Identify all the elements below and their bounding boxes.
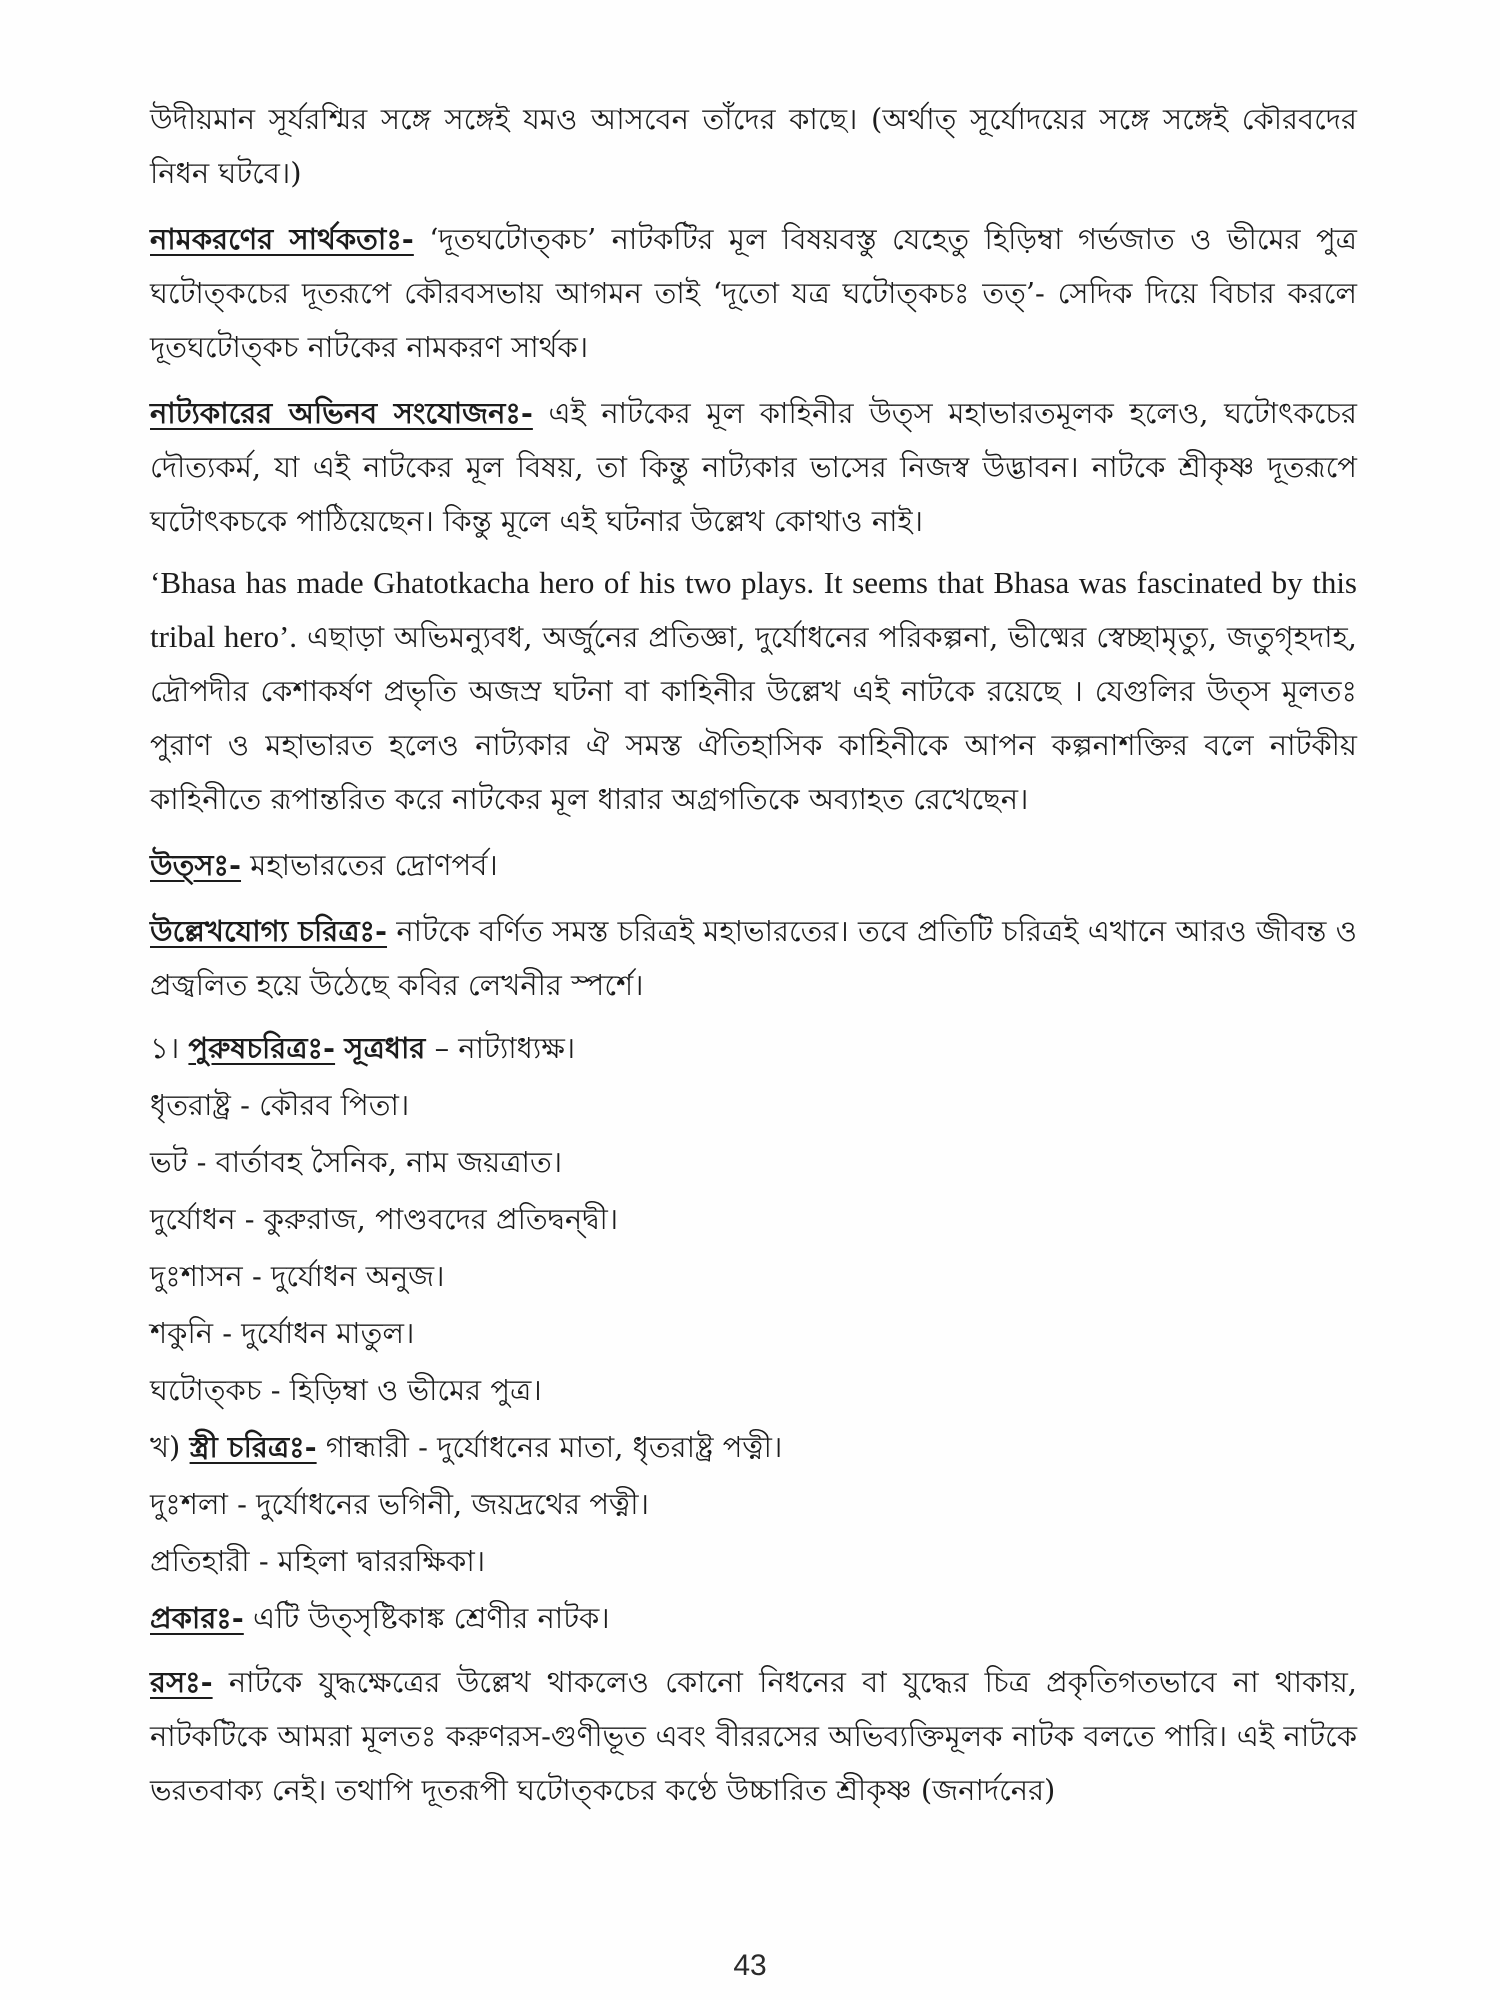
- intro-paragraph: উদীয়মান সূর্যরশ্মির সঙ্গে সঙ্গেই যমও আসবেন তাঁদের কাছে। (অর্থাত্ সূর্যোদয়ের সঙ্গে সঙ্গেই কৌরবদের নিধন ঘটবে।): [150, 102, 1357, 190]
- list-item: দুর্যোধন - কুরুরাজ, পাণ্ডবদের প্রতিদ্বন্দ্বী।: [150, 1202, 619, 1236]
- naming-section: [150, 212, 1357, 374]
- list-item: ঘটোত্‌কচ - হিড়িম্বা ও ভীমের পুত্র।: [150, 1373, 542, 1407]
- characters-text: নাটকে বর্ণিত সমস্ত চরিত্রই মহাভারতের। তবে প্রতিটি চরিত্রই এখানে আরও জীবন্ত ও প্রজ্বলিত হয়ে উঠেছে কবির লেখনীর স্পর্শে।: [150, 914, 1357, 1002]
- list-item: শকুনি - দুর্যোধন মাতুল।: [150, 1316, 415, 1350]
- female-lead: গান্ধারী - দুর্যোধনের মাতা, ধৃতরাষ্ট্র পত্নী।: [325, 1430, 783, 1464]
- type-text: এটি উত্‌সৃষ্টিকাঙ্ক শ্রেণীর নাটক।: [253, 1601, 610, 1635]
- addition-heading: নাট্যকারের অভিনব সংযোজনঃ-: [150, 396, 533, 430]
- male-lead-name: সূত্রধার: [344, 1031, 426, 1065]
- rasa-heading: রসঃ-: [150, 1665, 213, 1699]
- addition-quote-paragraph: [150, 556, 1357, 826]
- english-quote: ‘Bhasa has made Ghatotkacha hero of his two plays. It seems that Bhasa was fascinated by this tribal hero’.: [150, 565, 1357, 654]
- characters-section: [150, 904, 1357, 1012]
- source-section: [150, 838, 1357, 892]
- page-number: 43: [733, 1949, 767, 1982]
- source-heading: উত্‌সঃ-: [150, 848, 242, 882]
- female-characters-list: [150, 1419, 1357, 1590]
- female-list-number: খ): [150, 1430, 181, 1464]
- list-item: দুঃশাসন - দুর্যোধন অনুজ।: [150, 1259, 445, 1293]
- male-list-number: ১।: [150, 1031, 180, 1065]
- male-characters-heading: পুরুষচরিত্রঃ-: [188, 1031, 336, 1065]
- naming-heading: নামকরণের সার্থকতাঃ-: [150, 222, 414, 256]
- naming-text: ‘দূতঘটোত্‌কচ’ নাটকটির মূল বিষয়বস্তু যেহেতু হিড়িম্বা গর্ভজাত ও ভীমের পুত্র ঘটোত্‌কচের দূতরূপে কৌরবসভায় আগমন তাই ‘দূতো যত্র ঘটোত্‌কচঃ তত্’- সেদিক দিয়ে বিচার করলে দূতঘটোত্‌কচ নাটকের নামকরণ সার্থক।: [150, 222, 1357, 364]
- source-text: মহাভারতের দ্রোণপর্ব।: [250, 848, 498, 882]
- characters-heading: উল্লেখযোগ্য চরিত্রঃ-: [150, 914, 388, 948]
- list-item: দুঃশলা - দুর্যোধনের ভগিনী, জয়দ্রথের পত্নী।: [150, 1487, 649, 1521]
- male-lead-desc: – নাট্যাধ্যক্ষ।: [434, 1031, 576, 1065]
- male-characters-list: [150, 1020, 1357, 1419]
- rasa-section: [150, 1655, 1357, 1817]
- female-characters-header: [150, 1419, 1357, 1476]
- list-item: ভট - বার্তাবহ সৈনিক, নাম জয়ত্রাত।: [150, 1145, 563, 1179]
- rasa-text: নাটকে যুদ্ধক্ষেত্রের উল্লেখ থাকলেও কোনো নিধনের বা যুদ্ধের চিত্র প্রকৃতিগতভাবে না থাকায়, নাটকটিকে আমরা মূলতঃ করুণরস-গুণীভূত এবং বীররসের অভিব্যক্তিমূলক নাটক বলতে পারি। এই নাটকে ভরতবাক্য নেই। তথাপি দূতরূপী ঘটোত্‌কচের কণ্ঠে উচ্চারিত শ্রীকৃষ্ণ (জনার্দনের): [150, 1665, 1357, 1807]
- female-characters-heading: স্ত্রী চরিত্রঃ-: [189, 1430, 317, 1464]
- list-item: প্রতিহারী - মহিলা দ্বাররক্ষিকা।: [150, 1544, 486, 1578]
- list-item: ধৃতরাষ্ট্র - কৌরব পিতা।: [150, 1088, 410, 1122]
- type-heading: প্রকারঃ-: [150, 1601, 244, 1635]
- page-content: [150, 92, 1357, 1817]
- addition-section: [150, 386, 1357, 548]
- type-section: [150, 1590, 1357, 1647]
- addition-text: এই নাটকের মূল কাহিনীর উত্‌স মহাভারতমূলক হলেও, ঘটোৎকচের দৌত্যকর্ম, যা এই নাটকের মূল বিষয়, তা কিন্তু নাট্যকার ভাসের নিজস্ব উদ্ভাবন। নাটকে শ্রীকৃষ্ণ দূতরূপে ঘটোৎকচকে পাঠিয়েছেন। কিন্তু মূলে এই ঘটনার উল্লেখ কোথাও নাই।: [150, 396, 1357, 538]
- male-characters-header: [150, 1020, 1357, 1077]
- addition-continuation: এছাড়া অভিমন্যুবধ, অর্জুনের প্রতিজ্ঞা, দুর্যোধনের পরিকল্পনা, ভীষ্মের স্বেচ্ছামৃত্যু, জতুগৃহদাহ, দ্রৌপদীর কেশাকর্ষণ প্রভৃতি অজস্র ঘটনা বা কাহিনীর উল্লেখ এই নাটকে রয়েছে । যেগুলির উত্‌স মূলতঃ পুরাণ ও মহাভারত হলেও নাট্যকার ঐ সমস্ত ঐতিহাসিক কাহিনীকে আপন কল্পনাশক্তির বলে নাটকীয় কাহিনীতে রূপান্তরিত করে নাটকের মূল ধারার অগ্রগতিকে অব্যাহত রেখেছেন।: [150, 620, 1358, 816]
